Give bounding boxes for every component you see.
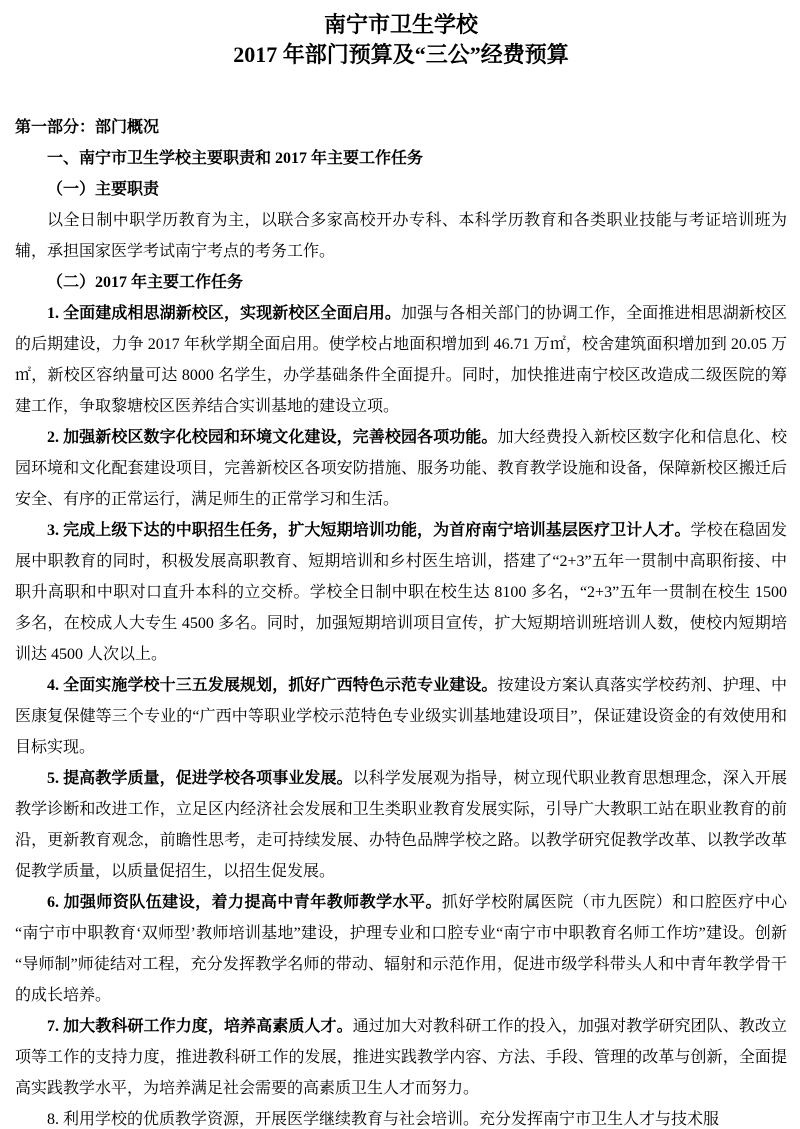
task-8-body: 8. 利用学校的优质教学资源，开展医学继续教育与社会培训。充分发挥南宁市卫生人才与技术服 <box>47 1111 720 1128</box>
task-2-body: 加大经费投入新校区数字化和信息化、校园环境和文化配套建设项目，完善新校区各项安防措施、服务功能、教育教学设施和设备，保障新校区搬迁后安全、有序的正常运行，满足师生的正常学习和生活。 <box>15 429 787 508</box>
subsection2-heading: （二）2017 年主要工作任务 <box>47 274 244 291</box>
task-paragraph-6 <box>15 887 787 1011</box>
task-paragraph-4 <box>15 670 787 763</box>
task-4-lead: 4. 全面实施学校十三五发展规划，抓好广西特色示范专业建设。 <box>47 677 498 694</box>
task-6-lead: 6. 加强师资队伍建设，着力提高中青年教师教学水平。 <box>47 894 442 911</box>
document-title-line2: 2017 年部门预算及“三公”经费预算 <box>233 42 569 67</box>
task-paragraph-3 <box>15 515 787 670</box>
subsection1-heading: （一）主要职责 <box>47 181 160 198</box>
document-title-line1: 南宁市卫生学校 <box>323 12 478 37</box>
task-7-lead: 7. 加大教科研工作力度，培养高素质人才。 <box>47 1018 353 1035</box>
task-1-lead: 1. 全面建成相思湖新校区，实现新校区全面启用。 <box>47 305 401 322</box>
section1-heading: 一、南宁市卫生学校主要职责和 2017 年主要工作任务 <box>47 150 424 167</box>
task-5-lead: 5. 提高教学质量，促进学校各项事业发展。 <box>47 770 353 787</box>
document-body <box>15 112 787 1129</box>
task-4-body: 按建设方案认真落实学校药剂、护理、中医康复保健等三个专业的“广西中等职业学校示范特色专业级实训基地建设项目”，保证建设资金的有效使用和目标实现。 <box>15 677 787 756</box>
task-5-body: 以科学发展观为指导，树立现代职业教育思想理念，深入开展教学诊断和改进工作，立足区内经济社会发展和卫生类职业教育发展实际，引导广大教职工站在职业教育的前沿，更新教育观念，前瞻性思考，走可持续发展、办特色品牌学校之路。以教学研究促教学改革、以教学改革促教学质量，以质量促招生，以招生促发展。 <box>15 770 787 880</box>
task-6-body: 抓好学校附属医院（市九医院）和口腔医疗中心“南宁市中职教育‘双师型’教师培训基地”建设，护理专业和口腔专业“南宁市中职教育名师工作坊”建设。创新“导师制”师徒结对工程，充分发挥教学名师的带动、辐射和示范作用，促进市级学科带头人和中青年教学骨干的成长培养。 <box>15 894 787 1004</box>
task-7-body: 通过加大对教科研工作的投入，加强对教学研究团队、教改立项等工作的支持力度，推进教科研工作的发展，推进实践教学内容、方法、手段、管理的改革与创新，全面提高实践教学水平，为培养满足社会需要的高素质卫生人才而努力。 <box>15 1018 787 1097</box>
task-paragraph-1 <box>15 298 787 422</box>
task-paragraph-8 <box>15 1104 787 1129</box>
task-1-body: 加强与各相关部门的协调工作，全面推进相思湖新校区的后期建设，力争 2017 年秋学期全面启用。使学校占地面积增加到 46.71 万㎡，校舍建筑面积增加到 20.05 万㎡，新校区容纳量可达 8000 名学生，办学基础条件全面提升。同时，加快推进南宁校区改造成二级医院的筹建工作，争取黎塘校区医养结合实训基地的建设立项。 <box>15 305 787 415</box>
task-3-lead: 3. 完成上级下达的中职招生任务，扩大短期培训功能，为首府南宁培训基层医疗卫计人才。 <box>47 522 691 539</box>
task-2-lead: 2. 加强新校区数字化校园和环境文化建设，完善校园各项功能。 <box>47 429 498 446</box>
subsection1-paragraph: 以全日制中职学历教育为主，以联合多家高校开办专科、本科学历教育和各类职业技能与考证培训班为辅，承担国家医学考试南宁考点的考务工作。 <box>15 212 787 260</box>
document-title <box>15 6 787 70</box>
task-paragraph-2 <box>15 422 787 515</box>
task-3-body: 学校在稳固发展中职教育的同时，积极发展高职教育、短期培训和乡村医生培训，搭建了“2+3”五年一贯制中高职衔接、中职升高职和中职对口直升本科的立交桥。学校全日制中职在校生达 8100 多名，“2+3”五年一贯制在校生 1500 多名，在校成人大专生 4500 多名。同时，加强短期培训项目宣传，扩大短期培训班培训人数，使校内短期培训达 4500 人次以上。 <box>15 522 787 663</box>
part1-heading: 第一部分：部门概况 <box>15 119 160 136</box>
task-paragraph-7 <box>15 1011 787 1104</box>
task-paragraph-5 <box>15 763 787 887</box>
